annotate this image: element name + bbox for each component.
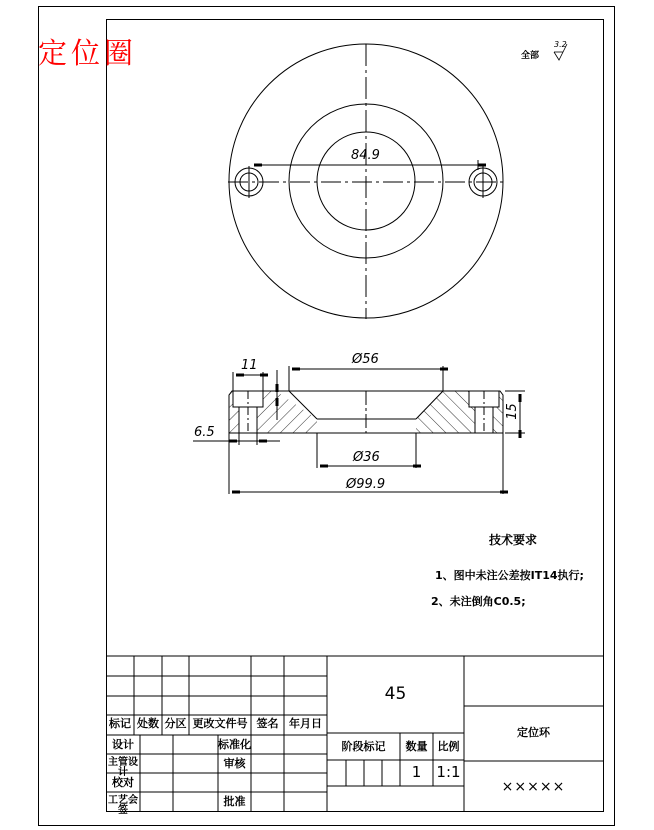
sign-review: 审核 bbox=[223, 757, 246, 770]
stage-label: 阶段标记 bbox=[341, 740, 386, 753]
part-title-stamp: 定位圈 bbox=[38, 36, 138, 70]
section-view bbox=[193, 366, 525, 494]
material: 45 bbox=[384, 684, 407, 704]
sign-chief-design: 主管设计 bbox=[108, 757, 138, 778]
header-change-doc: 更改文件号 bbox=[192, 717, 248, 730]
header-date: 年月日 bbox=[289, 717, 322, 730]
dim-outer: Ø99.9 bbox=[346, 477, 386, 492]
header-mark: 标记 bbox=[109, 717, 131, 730]
tech-requirements-title: 技术要求 bbox=[489, 533, 538, 547]
dim-hole-spacing: 84.9 bbox=[351, 148, 380, 163]
header-count: 处数 bbox=[137, 717, 159, 730]
dim-counterbore: 11 bbox=[241, 358, 258, 373]
dim-thickness: 15 bbox=[504, 403, 520, 420]
sign-process: 工艺会签 bbox=[108, 795, 138, 816]
tech-requirement-2: 2、未注倒角C0.5; bbox=[431, 595, 526, 608]
part-name: 定位环 bbox=[517, 726, 550, 739]
top-view bbox=[228, 44, 505, 319]
sign-check: 校对 bbox=[112, 776, 134, 789]
scale-label: 比例 bbox=[437, 740, 460, 753]
dim-chamfer-top: Ø56 bbox=[352, 352, 379, 367]
quantity-label: 数量 bbox=[405, 740, 428, 753]
sign-standardize: 标准化 bbox=[218, 738, 251, 751]
tech-requirement-1: 1、图中未注公差按IT14执行; bbox=[435, 569, 584, 582]
quantity-value: 1 bbox=[411, 763, 422, 781]
header-zone: 分区 bbox=[164, 717, 187, 730]
sign-approve: 批准 bbox=[223, 795, 246, 808]
roughness-value: 3.2 bbox=[554, 40, 567, 49]
dim-hole: 6.5 bbox=[194, 425, 215, 440]
dim-bore: Ø36 bbox=[353, 450, 380, 465]
sign-design: 设计 bbox=[112, 738, 134, 751]
header-signature: 签名 bbox=[256, 717, 279, 730]
scale-value: 1:1 bbox=[436, 763, 461, 781]
roughness-label: 全部 bbox=[521, 51, 540, 61]
drawing-number: ××××× bbox=[501, 779, 566, 795]
